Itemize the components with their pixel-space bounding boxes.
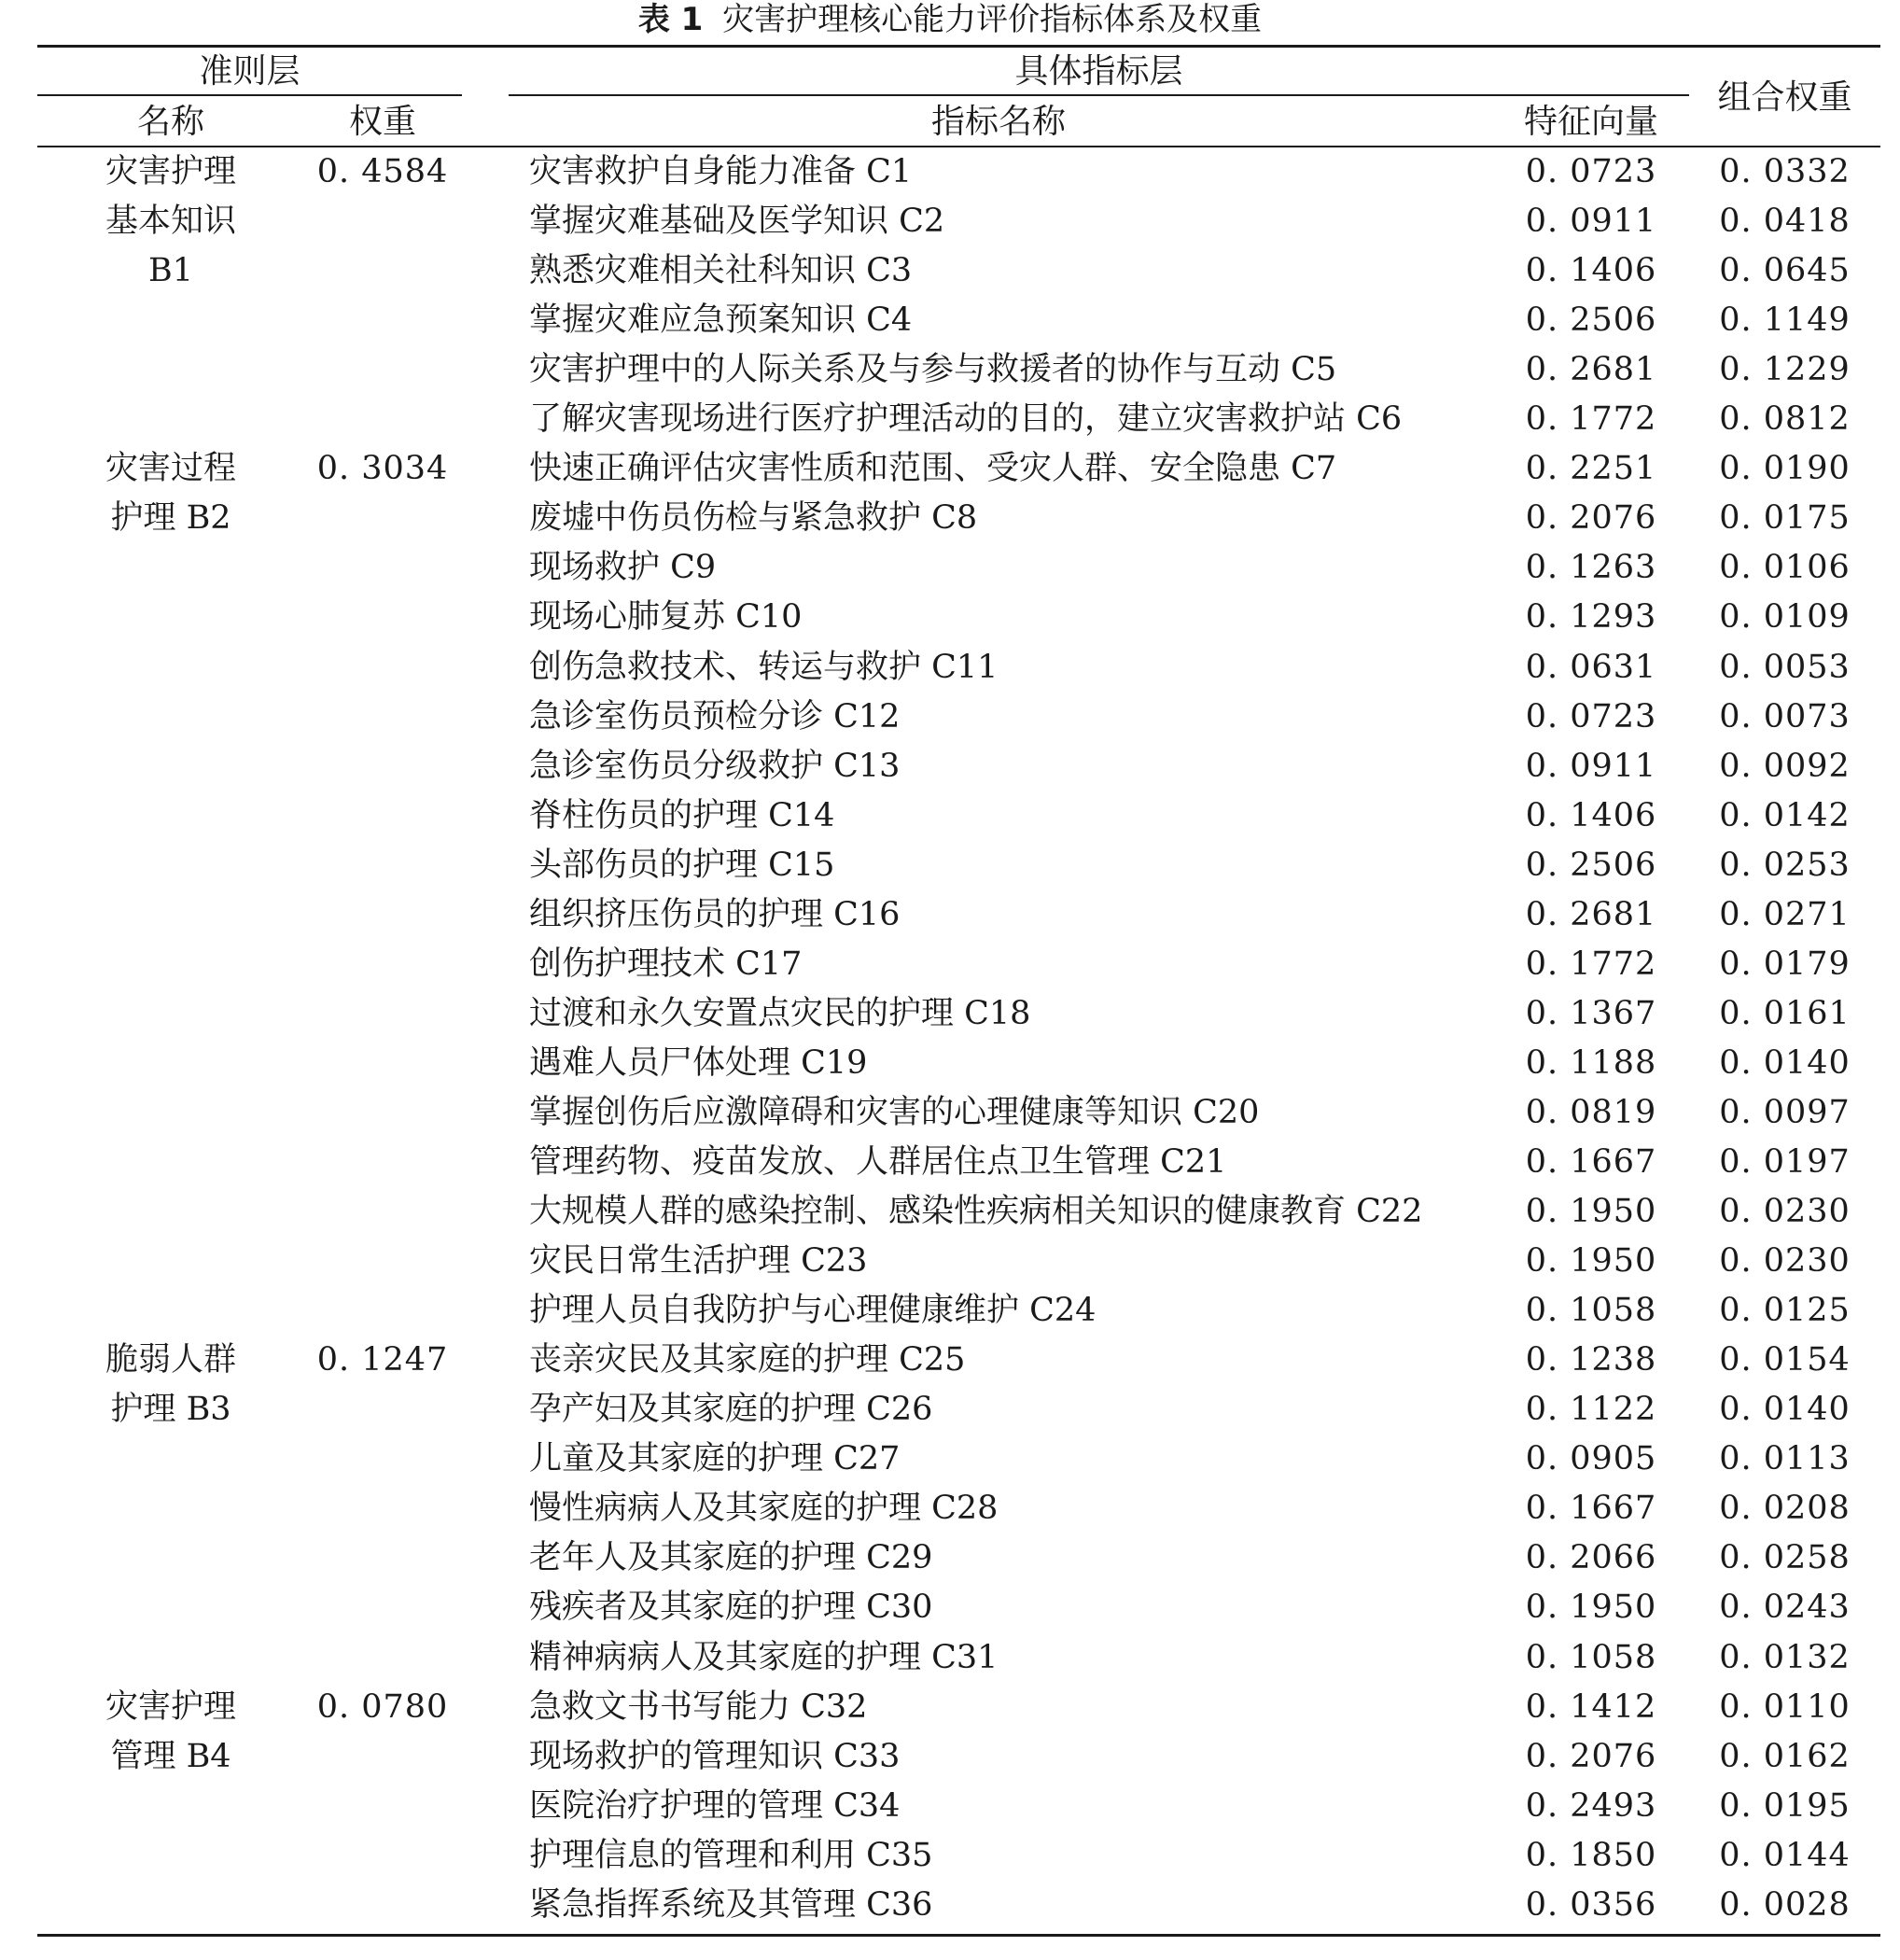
indicator-name: 护理人员自我防护与心理健康维护 C24 xyxy=(529,1292,1097,1330)
indicator-name: 大规模人群的感染控制、感染性疾病相关知识的健康教育 C22 xyxy=(529,1193,1423,1231)
eigenvector-value: 0. 0723 xyxy=(1525,153,1657,190)
combined-weight-value: 0. 0140 xyxy=(1719,1043,1851,1082)
indicator-name: 灾害护理中的人际关系及与参与救援者的协作与互动 C5 xyxy=(529,351,1337,389)
indicator-name: 掌握创伤后应激障碍和灾害的心理健康等知识 C20 xyxy=(529,1093,1260,1131)
indicator-name: 现场心肺复苏 C10 xyxy=(529,598,803,637)
eigenvector-value: 0. 0723 xyxy=(1525,697,1657,735)
eigenvector-value: 0. 0356 xyxy=(1525,1885,1657,1924)
eigenvector-value: 0. 2493 xyxy=(1525,1786,1657,1825)
criteria-weight: 0. 1247 xyxy=(316,1341,449,1379)
eigenvector-value: 0. 2076 xyxy=(1525,1737,1657,1775)
eigenvector-value: 0. 2076 xyxy=(1525,499,1657,538)
eigenvector-value: 0. 0911 xyxy=(1525,203,1657,241)
indicator-name: 现场救护 C9 xyxy=(529,549,717,587)
indicator-name: 废墟中伤员伤检与紧急救护 C8 xyxy=(529,499,978,538)
eigenvector-value: 0. 1850 xyxy=(1525,1836,1657,1874)
combined-weight-value: 0. 0195 xyxy=(1719,1786,1851,1825)
combined-weight-value: 0. 0208 xyxy=(1719,1490,1851,1528)
eigenvector-value: 0. 1667 xyxy=(1525,1143,1657,1181)
bottom-rule xyxy=(37,1934,1880,1937)
table-caption: 灾害护理核心能力评价指标体系及权重 xyxy=(722,1,1263,38)
eigenvector-value: 0. 0905 xyxy=(1525,1440,1657,1478)
combined-weight-value: 0. 0142 xyxy=(1719,796,1851,834)
header-indicator-layer: 具体指标层 xyxy=(1014,52,1183,91)
indicator-name: 灾民日常生活护理 C23 xyxy=(529,1242,868,1281)
combined-weight-value: 0. 0092 xyxy=(1719,747,1851,785)
combined-weight-value: 0. 0271 xyxy=(1719,895,1851,933)
indicator-name: 急诊室伤员预检分诊 C12 xyxy=(529,697,901,735)
eigenvector-value: 0. 1950 xyxy=(1525,1242,1657,1281)
eigenvector-value: 0. 1667 xyxy=(1525,1490,1657,1528)
indicator-name: 护理信息的管理和利用 C35 xyxy=(529,1836,933,1874)
combined-weight-value: 0. 0109 xyxy=(1719,598,1851,637)
combined-weight-value: 0. 1149 xyxy=(1719,301,1851,340)
indicator-name: 灾害救护自身能力准备 C1 xyxy=(529,153,913,190)
indicator-name: 精神病病人及其家庭的护理 C31 xyxy=(529,1638,999,1676)
indicator-name: 慢性病病人及其家庭的护理 C28 xyxy=(529,1490,999,1528)
header-combined-weight: 组合权重 xyxy=(1717,78,1852,117)
criteria-name-line: 脆弱人群 xyxy=(105,1341,236,1379)
indicator-name: 残疾者及其家庭的护理 C30 xyxy=(529,1589,933,1627)
combined-weight-value: 0. 0144 xyxy=(1719,1836,1851,1874)
indicator-name: 快速正确评估灾害性质和范围、受灾人群、安全隐患 C7 xyxy=(529,450,1337,488)
combined-weight-value: 0. 0230 xyxy=(1719,1242,1851,1281)
combined-weight-value: 0. 0154 xyxy=(1719,1341,1851,1379)
combined-weight-value: 0. 0332 xyxy=(1719,153,1851,190)
criteria-name-line: 灾害护理 xyxy=(105,153,236,190)
combined-weight-value: 0. 0028 xyxy=(1719,1885,1851,1924)
combined-weight-value: 0. 0418 xyxy=(1719,203,1851,241)
eigenvector-value: 0. 1058 xyxy=(1525,1638,1657,1676)
indicator-name: 掌握灾难基础及医学知识 C2 xyxy=(529,203,945,241)
combined-weight-value: 0. 0162 xyxy=(1719,1737,1851,1775)
indicator-name: 儿童及其家庭的护理 C27 xyxy=(529,1440,901,1478)
table-title xyxy=(0,0,1900,47)
criteria-name-line: 护理 B3 xyxy=(110,1391,231,1429)
header-name: 名称 xyxy=(136,103,204,141)
eigenvector-value: 0. 1293 xyxy=(1525,598,1657,637)
combined-weight-value: 0. 0132 xyxy=(1719,1638,1851,1676)
eigenvector-value: 0. 1058 xyxy=(1525,1292,1657,1330)
criteria-weight: 0. 3034 xyxy=(316,450,449,488)
combined-weight-value: 0. 0053 xyxy=(1719,648,1851,686)
combined-weight-value: 0. 0073 xyxy=(1719,697,1851,735)
eigenvector-value: 0. 2251 xyxy=(1525,450,1657,488)
indicator-name: 遇难人员尸体处理 C19 xyxy=(529,1043,868,1082)
criteria-name-line: 灾害护理 xyxy=(105,1687,236,1726)
eigenvector-value: 0. 1122 xyxy=(1525,1391,1657,1429)
combined-weight-value: 0. 1229 xyxy=(1719,351,1851,389)
header-weight: 权重 xyxy=(348,103,416,141)
eigenvector-value: 0. 0631 xyxy=(1525,648,1657,686)
eigenvector-value: 0. 1950 xyxy=(1525,1193,1657,1231)
eigenvector-value: 0. 0911 xyxy=(1525,747,1657,785)
eigenvector-value: 0. 1188 xyxy=(1525,1043,1657,1082)
criteria-name-line: 护理 B2 xyxy=(110,499,231,538)
table-label: 表 1 xyxy=(637,1,704,38)
eigenvector-value: 0. 1772 xyxy=(1525,945,1657,983)
indicator-name: 医院治疗护理的管理 C34 xyxy=(529,1786,901,1825)
combined-weight-value: 0. 0190 xyxy=(1719,450,1851,488)
criteria-name-line: B1 xyxy=(148,252,193,290)
indicator-name: 脊柱伤员的护理 C14 xyxy=(529,796,835,834)
criteria-name-line: 管理 B4 xyxy=(110,1737,231,1775)
eigenvector-value: 0. 1950 xyxy=(1525,1589,1657,1627)
eigenvector-value: 0. 1367 xyxy=(1525,994,1657,1032)
indicator-name: 现场救护的管理知识 C33 xyxy=(529,1737,901,1775)
header-bottom-rule xyxy=(37,146,1880,147)
combined-weight-value: 0. 0161 xyxy=(1719,994,1851,1032)
combined-weight-value: 0. 0230 xyxy=(1719,1193,1851,1231)
combined-weight-value: 0. 0175 xyxy=(1719,499,1851,538)
indicator-name: 急救文书书写能力 C32 xyxy=(529,1687,868,1726)
combined-weight-value: 0. 0645 xyxy=(1719,252,1851,290)
indicator-name: 头部伤员的护理 C15 xyxy=(529,846,835,884)
combined-weight-value: 0. 0179 xyxy=(1719,945,1851,983)
eigenvector-value: 0. 1772 xyxy=(1525,400,1657,439)
eigenvector-value: 0. 1238 xyxy=(1525,1341,1657,1379)
combined-weight-value: 0. 0110 xyxy=(1719,1687,1851,1726)
indicator-name: 创伤急救技术、转运与救护 C11 xyxy=(529,648,999,686)
combined-weight-value: 0. 0113 xyxy=(1719,1440,1851,1478)
eigenvector-value: 0. 2506 xyxy=(1525,301,1657,340)
indicator-name: 管理药物、疫苗发放、人群居住点卫生管理 C21 xyxy=(529,1143,1227,1181)
eigenvector-value: 0. 2681 xyxy=(1525,351,1657,389)
indicator-name: 老年人及其家庭的护理 C29 xyxy=(529,1539,933,1577)
header-criteria-layer: 准则层 xyxy=(199,52,300,91)
indicator-name: 紧急指挥系统及其管理 C36 xyxy=(529,1885,933,1924)
criteria-weight: 0. 0780 xyxy=(316,1687,449,1726)
indicator-name: 孕产妇及其家庭的护理 C26 xyxy=(529,1391,933,1429)
eigenvector-value: 0. 2066 xyxy=(1525,1539,1657,1577)
eigenvector-value: 0. 1406 xyxy=(1525,796,1657,834)
criteria-name-line: 灾害过程 xyxy=(105,450,236,488)
indicator-name: 急诊室伤员分级救护 C13 xyxy=(529,747,901,785)
header-eigenvector: 特征向量 xyxy=(1523,103,1658,141)
combined-weight-value: 0. 0243 xyxy=(1719,1589,1851,1627)
indicator-sub-rule xyxy=(509,94,1689,96)
eigenvector-value: 0. 2681 xyxy=(1525,895,1657,933)
eigenvector-value: 0. 0819 xyxy=(1525,1093,1657,1131)
indicator-name: 组织挤压伤员的护理 C16 xyxy=(529,895,901,933)
indicator-name: 熟悉灾难相关社科知识 C3 xyxy=(529,252,913,290)
combined-weight-value: 0. 0258 xyxy=(1719,1539,1851,1577)
combined-weight-value: 0. 0140 xyxy=(1719,1391,1851,1429)
eigenvector-value: 0. 1263 xyxy=(1525,549,1657,587)
combined-weight-value: 0. 0253 xyxy=(1719,846,1851,884)
criteria-sub-rule xyxy=(37,94,462,96)
indicator-name: 掌握灾难应急预案知识 C4 xyxy=(529,301,913,340)
indicator-name: 过渡和永久安置点灾民的护理 C18 xyxy=(529,994,1031,1032)
eigenvector-value: 0. 1412 xyxy=(1525,1687,1657,1726)
indicator-name: 了解灾害现场进行医疗护理活动的目的，建立灾害救护站 C6 xyxy=(529,400,1403,439)
header-indicator-name: 指标名称 xyxy=(930,103,1066,141)
criteria-name-line: 基本知识 xyxy=(105,203,236,241)
indicator-name: 创伤护理技术 C17 xyxy=(529,945,803,983)
combined-weight-value: 0. 0125 xyxy=(1719,1292,1851,1330)
combined-weight-value: 0. 0106 xyxy=(1719,549,1851,587)
combined-weight-value: 0. 0812 xyxy=(1719,400,1851,439)
combined-weight-value: 0. 0197 xyxy=(1719,1143,1851,1181)
eigenvector-value: 0. 1406 xyxy=(1525,252,1657,290)
combined-weight-value: 0. 0097 xyxy=(1719,1093,1851,1131)
top-rule xyxy=(37,45,1880,48)
criteria-weight: 0. 4584 xyxy=(316,153,449,190)
indicator-name: 丧亲灾民及其家庭的护理 C25 xyxy=(529,1341,966,1379)
eigenvector-value: 0. 2506 xyxy=(1525,846,1657,884)
